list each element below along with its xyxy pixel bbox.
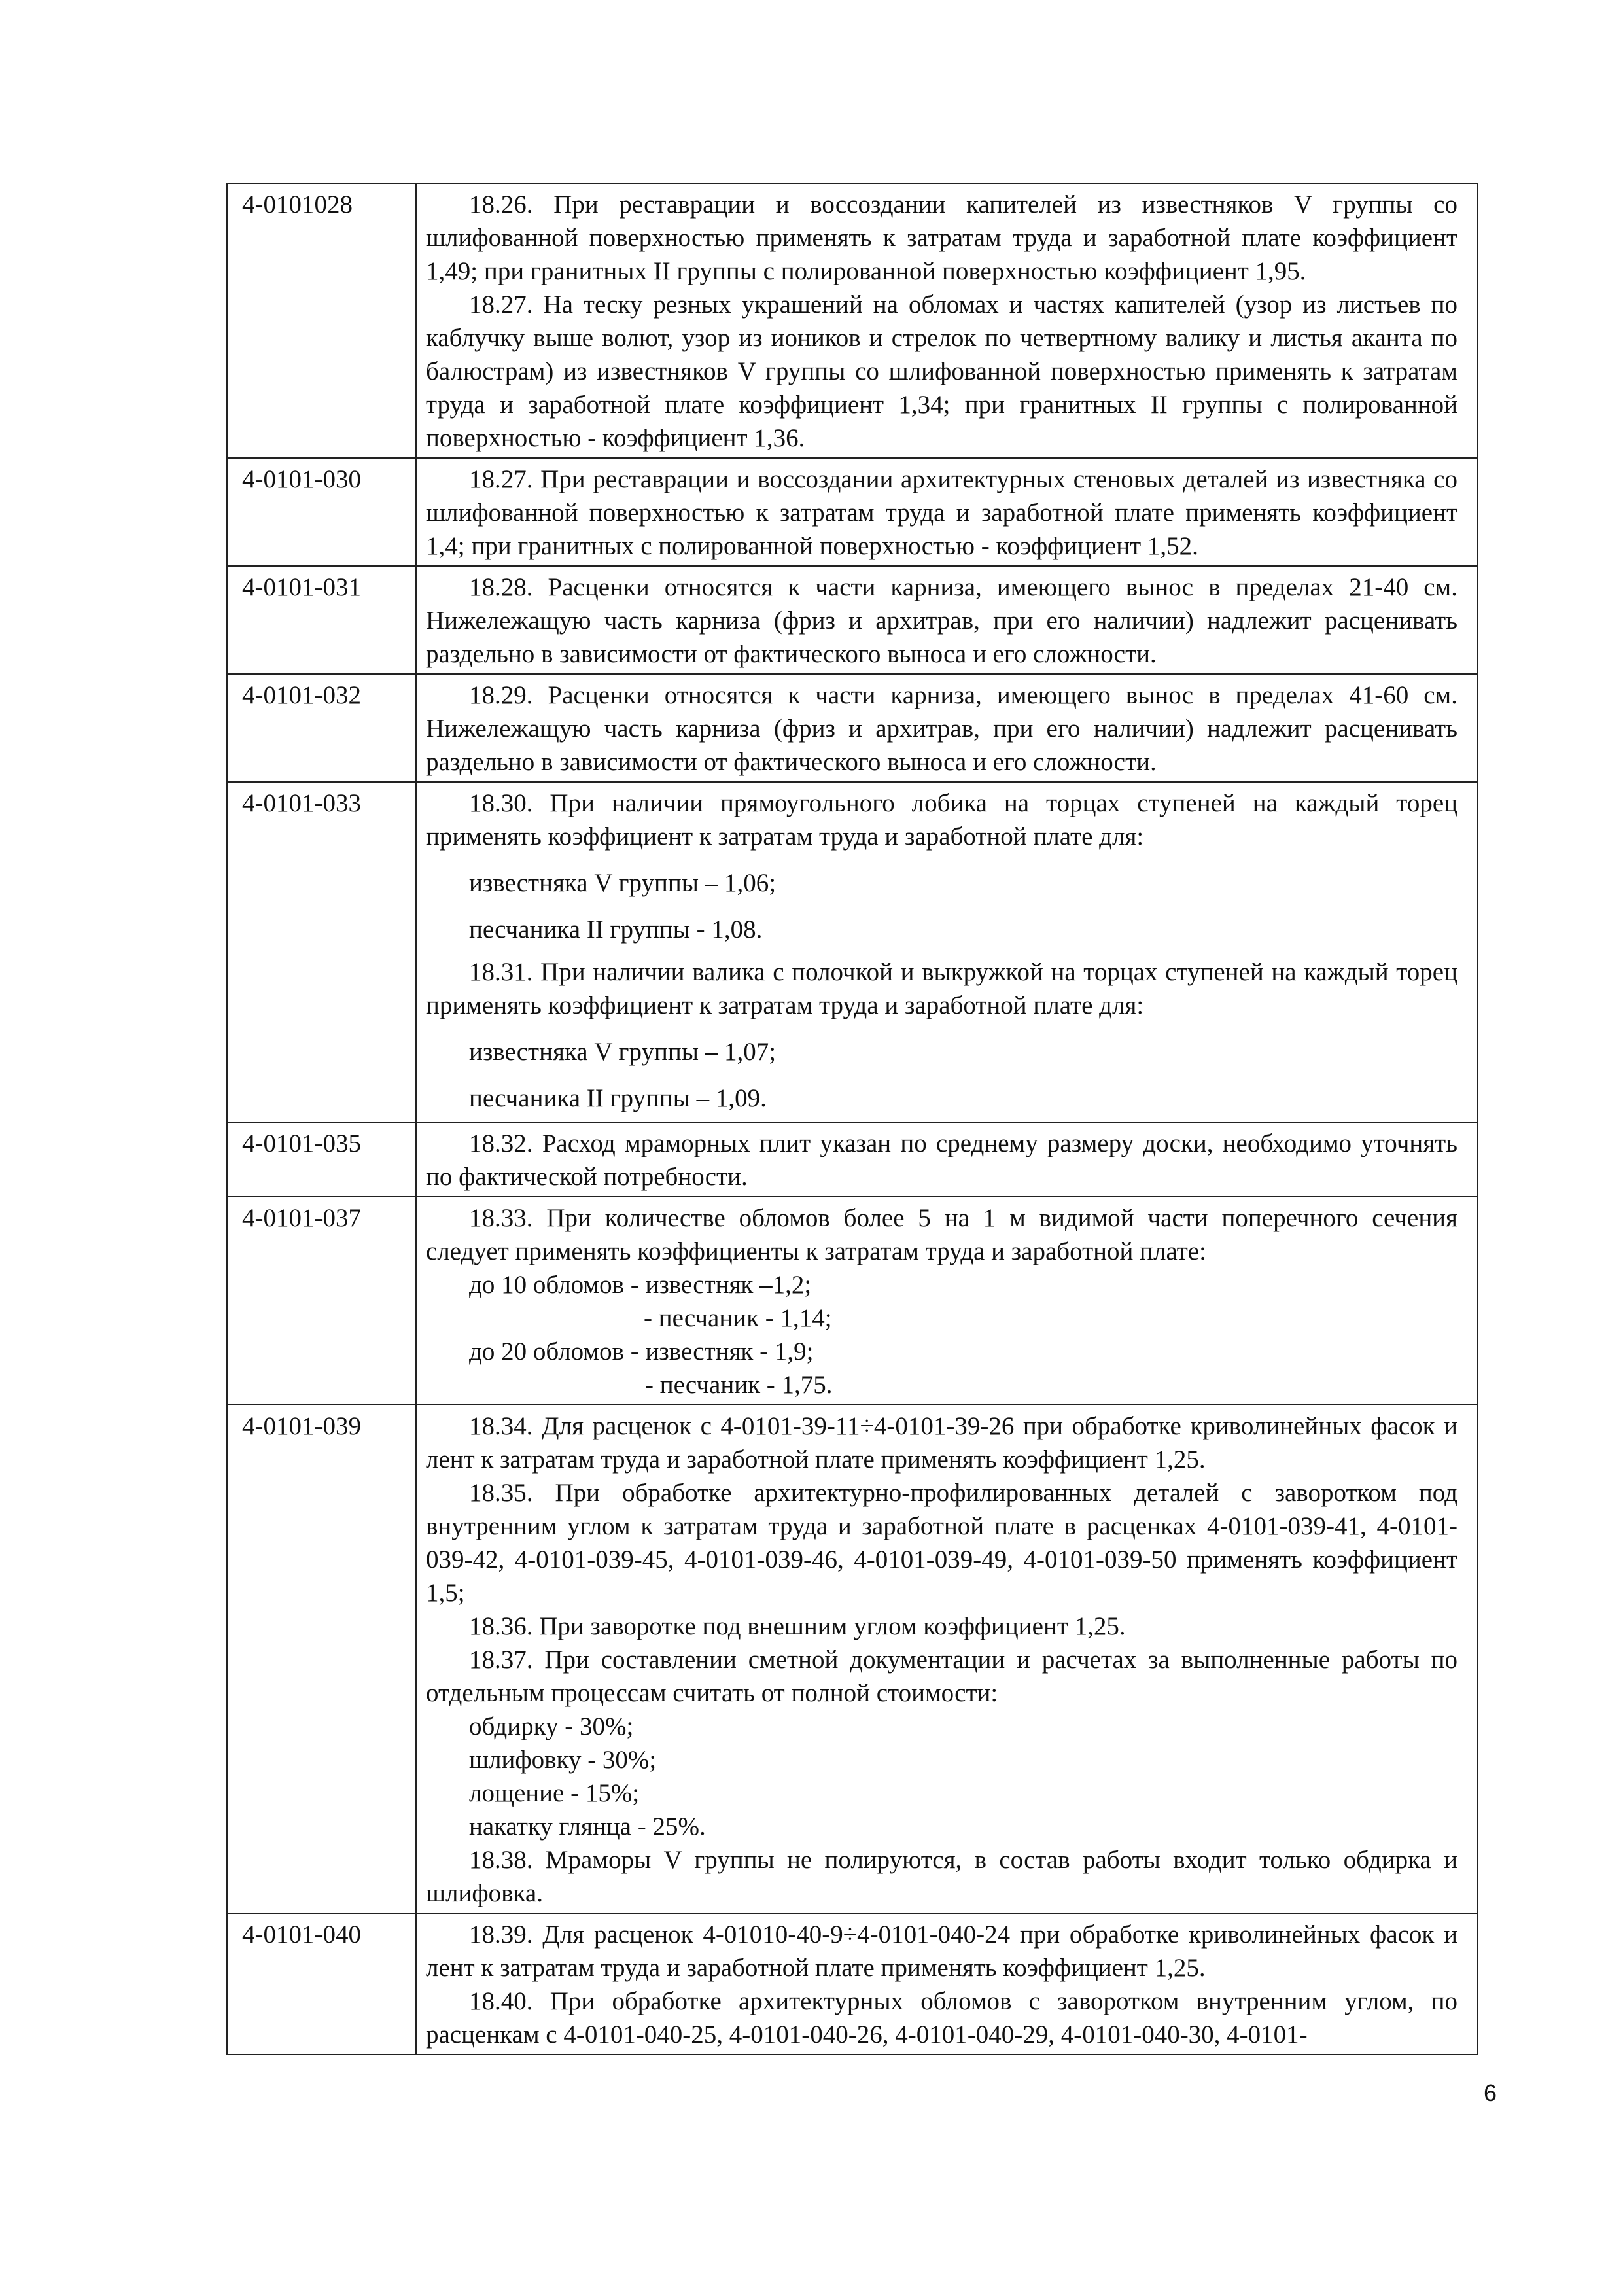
list-item: песчаника II группы - 1,08. xyxy=(469,915,763,944)
row-text xyxy=(416,458,1478,566)
list-item: до 10 обломов - известняк –1,2; xyxy=(469,1271,812,1299)
list-item: - песчаник - 1,14; xyxy=(644,1304,832,1332)
list-item: песчаника II группы – 1,09. xyxy=(469,1084,767,1112)
table-row xyxy=(227,1197,1478,1405)
row-text xyxy=(416,1197,1478,1405)
row-code: 4-0101-032 xyxy=(227,674,416,782)
table-row xyxy=(227,458,1478,566)
row-code: 4-0101-039 xyxy=(227,1405,416,1913)
list-item: шлифовку - 30%; xyxy=(469,1746,657,1774)
table-row xyxy=(227,1122,1478,1197)
row-text xyxy=(416,674,1478,782)
list-item: лощение - 15%; xyxy=(469,1779,640,1807)
table-row xyxy=(227,183,1478,458)
paragraph: 18.31. При наличии валика с полочкой и выкружкой на торцах ступеней на каждый торец применять коэффициент к затратам труда и заработной плате для: xyxy=(426,958,1457,1019)
row-text xyxy=(416,1122,1478,1197)
table-row xyxy=(227,1405,1478,1913)
list-item: накатку глянца - 25%. xyxy=(469,1812,706,1841)
list-item: - песчаник - 1,75. xyxy=(645,1371,833,1399)
row-code: 4-0101028 xyxy=(227,183,416,458)
table-row xyxy=(227,566,1478,674)
paragraph: 18.34. Для расценок с 4-0101-39-11÷4-0101-39-26 при обработке криволинейных фасок и лент к затратам труда и заработной плате применять коэффициент 1,25. xyxy=(426,1412,1457,1474)
row-code: 4-0101-030 xyxy=(227,458,416,566)
row-text xyxy=(416,1405,1478,1913)
row-text xyxy=(416,782,1478,1122)
row-code: 4-0101-037 xyxy=(227,1197,416,1405)
paragraph: 18.32. Расход мраморных плит указан по среднему размеру доски, необходимо уточнять по фактической потребности. xyxy=(426,1129,1457,1191)
row-code: 4-0101-033 xyxy=(227,782,416,1122)
paragraph: 18.33. При количестве обломов более 5 на 1 м видимой части поперечного сечения следует применять коэффициенты к затратам труда и заработной плате: xyxy=(426,1204,1457,1265)
row-text xyxy=(416,566,1478,674)
coefficients-table xyxy=(226,183,1478,2055)
row-text xyxy=(416,1913,1478,2055)
row-code: 4-0101-040 xyxy=(227,1913,416,2055)
paragraph: 18.27. При реставрации и воссоздании архитектурных стеновых деталей из известняка со шлифованной поверхностью к затратам труда и заработной плате применять коэффициент 1,4; при гранитных с полированной поверхностью - коэффициент 1,52. xyxy=(426,465,1457,560)
table-row xyxy=(227,782,1478,1122)
paragraph: 18.27. На теску резных украшений на обломах и частях капителей (узор из листьев по каблучку выше волют, узор из иоников и стрелок по четвертному валику и листья аканта по балюстрам) из известняков V группы со шлифованной поверхностью применять к затратам труда и заработной плате коэффициент 1,34; при гранитных II группы с полированной поверхностью - коэффициент 1,36. xyxy=(426,291,1457,452)
list-item: известняка V группы – 1,07; xyxy=(469,1038,777,1066)
table-row xyxy=(227,1913,1478,2055)
list-item: обдирку - 30%; xyxy=(469,1712,634,1740)
paragraph: 18.36. При заворотке под внешним углом коэффициент 1,25. xyxy=(469,1612,1126,1640)
paragraph: 18.39. Для расценок 4-01010-40-9÷4-0101-040-24 при обработке криволинейных фасок и лент к затратам труда и заработной плате применять коэффициент 1,25. xyxy=(426,1920,1457,1982)
page-number: 6 xyxy=(1484,2079,1497,2106)
list-item: до 20 обломов - известняк - 1,9; xyxy=(469,1337,814,1366)
paragraph: 18.26. При реставрации и воссоздании капителей из известняков V группы со шлифованной поверхностью применять к затратам труда и заработной плате коэффициент 1,49; при гранитных II группы с полированной поверхностью коэффициент 1,95. xyxy=(426,190,1457,285)
paragraph: 18.40. При обработке архитектурных обломов с заворотком внутренним углом, по расценкам с 4-0101-040-25, 4-0101-040-26, 4-0101-040-29, 4-0101-040-30, 4-0101- xyxy=(426,1987,1457,2049)
row-text xyxy=(416,183,1478,458)
paragraph: 18.29. Расценки относятся к части карниза, имеющего вынос в пределах 41-60 см. Нижележащую часть карниза (фриз и архитрав, при его наличии) надлежит расценивать раздельно в зависимости от фактического выноса и его сложности. xyxy=(426,681,1457,776)
row-code: 4-0101-031 xyxy=(227,566,416,674)
table-row xyxy=(227,674,1478,782)
paragraph: 18.35. При обработке архитектурно-профилированных деталей с заворотком под внутренним углом к затратам труда и заработной плате в расценках 4-0101-039-41, 4-0101-039-42, 4-0101-039-45, 4-0101-039-46, 4-0101-039-49, 4-0101-039-50 применять коэффициент 1,5; xyxy=(426,1479,1457,1607)
list-item: известняка V группы – 1,06; xyxy=(469,869,777,897)
paragraph: 18.28. Расценки относятся к части карниза, имеющего вынос в пределах 21-40 см. Нижележащую часть карниза (фриз и архитрав, при его наличии) надлежит расценивать раздельно в зависимости от фактического выноса и его сложности. xyxy=(426,573,1457,668)
paragraph: 18.37. При составлении сметной документации и расчетах за выполненные работы по отдельным процессам считать от полной стоимости: xyxy=(426,1646,1457,1707)
paragraph: 18.30. При наличии прямоугольного лобика на торцах ступеней на каждый торец применять коэффициент к затратам труда и заработной плате для: xyxy=(426,789,1457,851)
paragraph: 18.38. Мраморы V группы не полируются, в состав работы входит только обдирка и шлифовка. xyxy=(426,1846,1457,1907)
row-code: 4-0101-035 xyxy=(227,1122,416,1197)
